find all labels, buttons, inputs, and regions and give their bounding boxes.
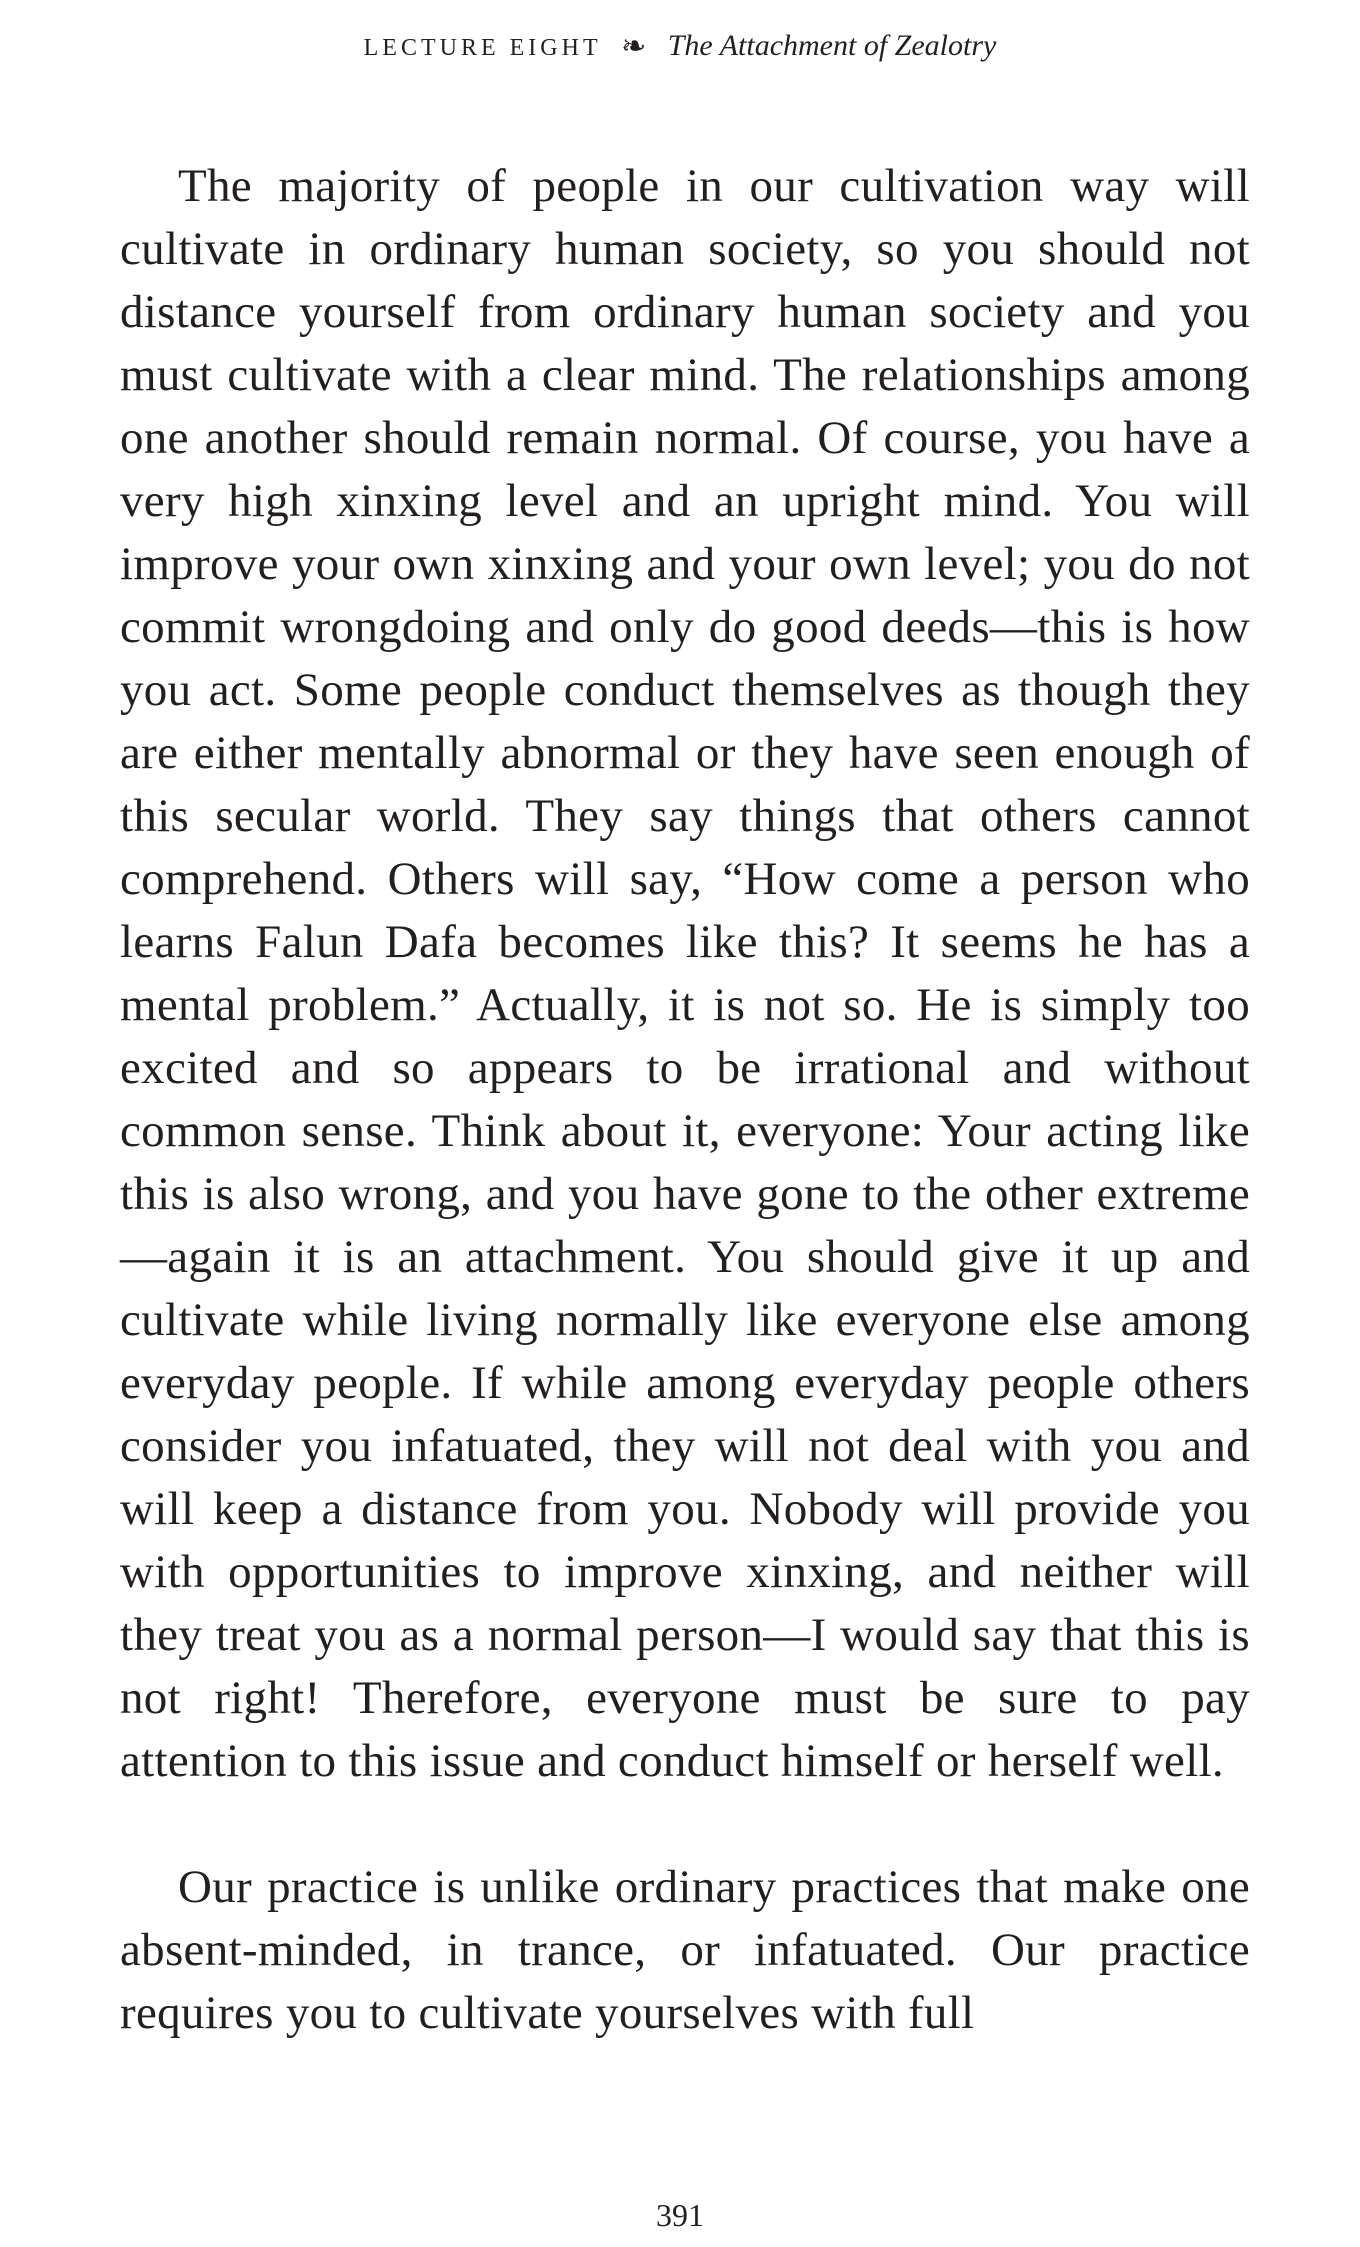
- running-header: [0, 26, 1360, 68]
- header-section-label: LECTURE EIGHT: [363, 35, 602, 61]
- paragraph: The majority of people in our cultivation way will cultivate in ordinary human society, so you should not distance yourself from ordinary human society and you must cultivate with a clear mind. The relationships among one another should remain normal. Of course, you have a very high xinxing level and an upright mind. You will improve your own xinxing and your own level; you do not commit wrongdoing and only do good deeds—this is how you act. Some people conduct themselves as though they are either mentally abnormal or they have seen enough of this secular world. They say things that others cannot comprehend. Others will say, “How come a person who learns Falun Dafa becomes like this? It seems he has a mental problem.” Actually, it is not so. He is simply too excited and so appears to be irrational and without common sense. Think about it, everyone: Your acting like this is also wrong, and you have gone to the other extreme—again it is an attachment. You should give it up and cultivate while living normally like everyone else among everyday people. If while among everyday people others consider you infatuated, they will not deal with you and will keep a distance from you. Nobody will provide you with opportunities to improve xinxing, and neither will they treat you as a normal person—I would say that this is not right! Therefore, everyone must be sure to pay attention to this issue and conduct himself or herself well.: [120, 160, 1250, 1787]
- fleuron-icon: ❧: [621, 30, 647, 63]
- paragraph: Our practice is unlike ordinary practices that make one absent-minded, in trance, or infatuated. Our practice requires you to cultivate yourselves with full: [120, 1861, 1250, 2039]
- body-text: [120, 155, 1250, 2045]
- page-number: 391: [656, 2197, 704, 2233]
- header-chapter-title: The Attachment of Zealotry: [667, 29, 997, 62]
